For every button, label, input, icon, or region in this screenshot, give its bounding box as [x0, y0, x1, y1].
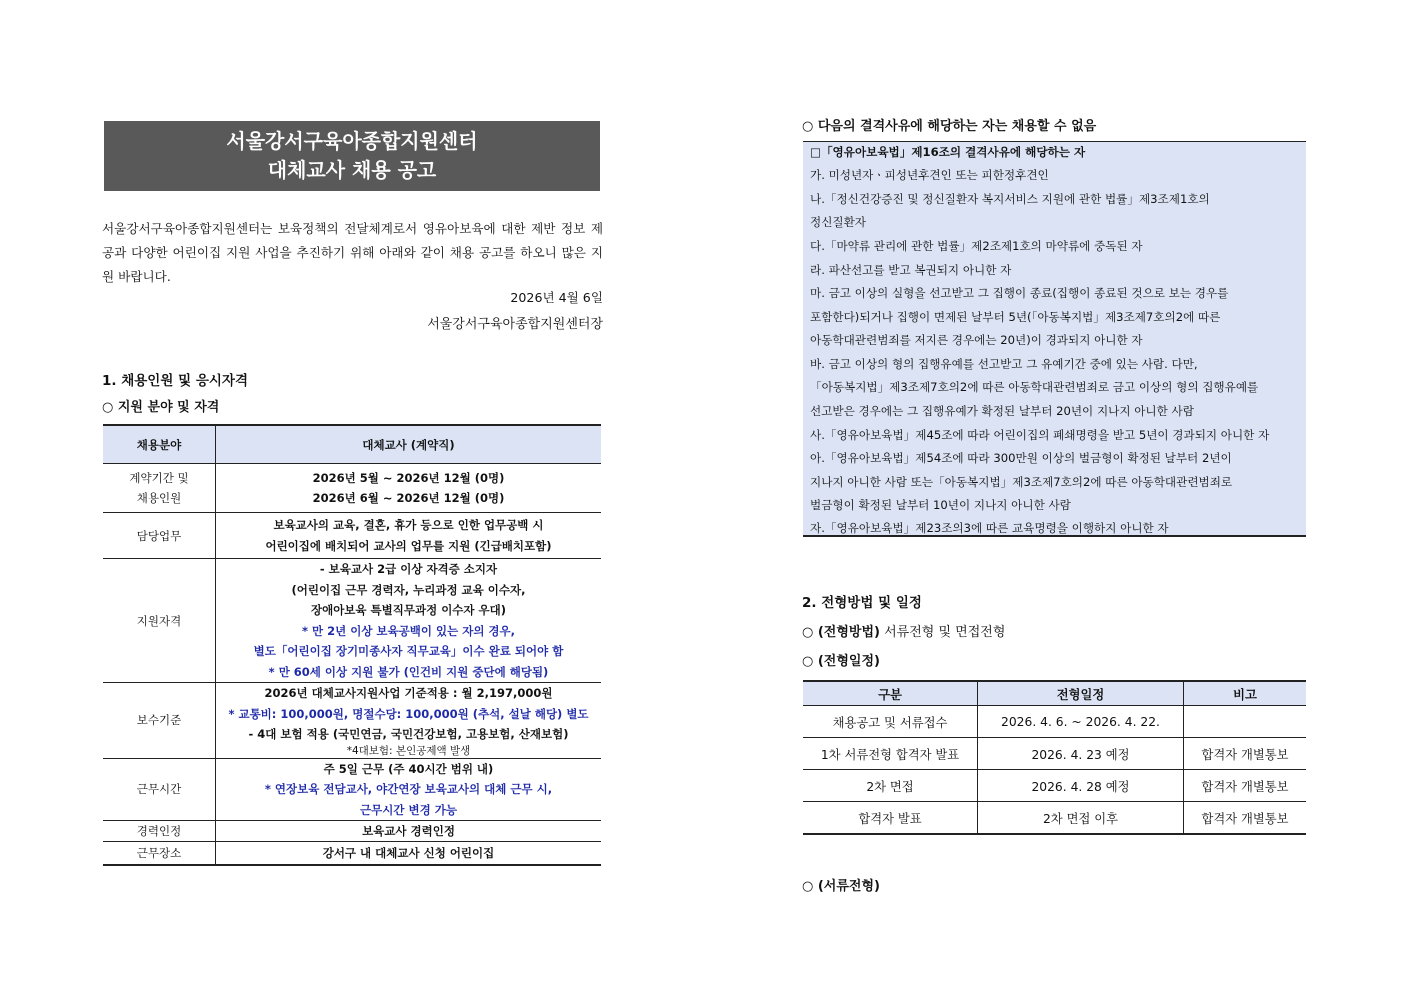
method-line: [802, 621, 1005, 640]
disq-line: □「영유아보육법」제16조의 결격사유에 해당하는 자: [810, 145, 1086, 159]
schedule-label: ○ (전형일정): [802, 654, 880, 669]
disqualification-box: [803, 141, 1306, 537]
intro-paragraph: 서울강서구육아종합지원센터는 보육정책의 전달체계로서 영유아보육에 대한 제반 정보 제공과 다양한 어린이집 지원 사업을 추진하기 위해 아래와 같이 채용 공고를 하오니 많은 지원 바랍니다.: [102, 221, 603, 284]
label-line: 채용인원: [136, 491, 182, 505]
table-header-cell: 구분: [803, 681, 978, 706]
disq-line: 자.「영유아보육법」제23조의3에 따른 교육명령을 이행하지 아니한 자: [810, 521, 1169, 535]
table-cell: 2차 면접 이후: [978, 802, 1184, 835]
value-line-highlight: * 만 60세 이상 지원 불가 (인건비 지원 중단에 해당됨): [268, 664, 549, 679]
table-cell: 합격자 개별통보: [1184, 802, 1307, 835]
disq-line: 아동학대관련범죄를 저지른 경우에는 20년)이 경과되지 아니한 자: [810, 333, 1143, 347]
notice-title-box: [104, 121, 600, 191]
table-cell: 합격자 개별통보: [1184, 770, 1307, 802]
row-value-place: 강서구 내 대체교사 신청 어린이집: [216, 842, 602, 865]
value-line: 2026년 6월 ~ 2026년 12월 (0명): [312, 491, 505, 505]
row-value-qualification: [216, 559, 602, 683]
value-line: - 4대 보험 적용 (국민연금, 국민건강보험, 고용보험, 산재보험): [248, 727, 569, 741]
table-cell: 2차 면접: [803, 770, 978, 802]
table-header-cell: 비고: [1184, 681, 1307, 706]
table-cell: 합격자 발표: [803, 802, 978, 835]
row-value-pay: [216, 683, 602, 759]
value-line-highlight: * 교통비: 100,000원, 명절수당: 100,000원 (추석, 설날 해당) 별도: [228, 706, 589, 721]
table-row: [103, 758, 601, 821]
value-line-highlight: 별도「어린이집 장기미종사자 직무교육」이수 완료 되어야 함: [253, 644, 564, 658]
value-line-highlight: * 연장보육 전담교사, 야간연장 보육교사의 대체 근무 시,: [264, 782, 553, 796]
value-line: (어린이집 근무 경력자, 누리과정 교육 이수자,: [291, 582, 526, 597]
table-header-cell: 대체교사 (계약직): [216, 425, 602, 464]
disqualification-heading: ○ 다음의 결격사유에 해당하는 자는 채용할 수 없음: [802, 119, 1097, 134]
disq-line: 아.「영유아보육법」제54조에 따라 300만원 이상의 벌금형이 확정된 날부터 2년이: [810, 451, 1232, 465]
disq-line: 포함한다)되거나 집행이 면제된 날부터 5년(「아동복지법」제3조제7호의2에 따른: [810, 310, 1221, 324]
row-label-hours: 근무시간: [103, 758, 216, 821]
qualification-table: [103, 424, 601, 866]
table-cell: 합격자 개별통보: [1184, 738, 1307, 770]
value-line: 어린이집에 배치되어 교사의 업무를 지원 (긴급배치포함): [265, 538, 552, 553]
method-text: 서류전형 및 면접전형: [879, 625, 1006, 640]
disq-line: 사.「영유아보육법」제45조에 따라 어린이집의 폐쇄명령을 받고 5년이 경과되지 아니한 자: [810, 428, 1270, 442]
value-line: - 보육교사 2급 이상 자격증 소지자: [319, 562, 498, 576]
notice-title-line2: 대체교사 채용 공고: [267, 158, 437, 182]
table-row: [103, 683, 601, 759]
disq-line: 라. 파산선고를 받고 복권되지 아니한 자: [810, 263, 1012, 277]
disq-line: 「아동복지법」제3조제7호의2에 따른 아동학대관련범죄로 금고 이상의 형의 집행유예를: [810, 380, 1259, 394]
table-cell: 2026. 4. 23 예정: [978, 738, 1184, 770]
table-cell: 2026. 4. 28 예정: [978, 770, 1184, 802]
table-row: [103, 821, 601, 842]
disq-line: 다.「마약류 관리에 관한 법률」제2조제1호의 마약류에 중독된 자: [810, 239, 1143, 253]
table-header-row: [103, 425, 601, 464]
table-header-cell: 전형일정: [978, 681, 1184, 706]
row-value-hours: [216, 758, 602, 821]
label-line: 계약기간 및: [129, 470, 189, 485]
table-row: [803, 738, 1306, 770]
disq-line: 바. 금고 이상의 형의 집행유예를 선고받고 그 유예기간 중에 있는 사람. 다만,: [810, 357, 1198, 371]
row-label-place: 근무장소: [103, 842, 216, 865]
disq-line: 마. 금고 이상의 실형을 선고받고 그 집행이 종료(집행이 종료된 것으로 보는 경우를: [810, 286, 1229, 300]
notice-date: 2026년 4월 6일: [510, 290, 603, 305]
disq-line: 가. 미성년자ㆍ피성년후견인 또는 피한정후견인: [810, 168, 1049, 182]
row-label-duty: 담당업무: [103, 513, 216, 559]
table-header-row: [803, 681, 1306, 706]
row-value-duty: [216, 513, 602, 559]
table-cell: 2026. 4. 6. ~ 2026. 4. 22.: [978, 706, 1184, 738]
section1-subheading: ○ 지원 분야 및 자격: [102, 400, 220, 415]
row-label-career: 경력인정: [103, 821, 216, 842]
section2-heading: 2. 전형방법 및 일정: [802, 595, 922, 611]
table-row: [803, 706, 1306, 738]
value-line: 장애아보육 특별직무과정 이수자 우대): [310, 603, 506, 617]
table-row: [103, 559, 601, 683]
disq-line: 나.「정신건강증진 및 정신질환자 복지서비스 지원에 관한 법률」제3조제1호의: [810, 192, 1210, 206]
table-cell: 채용공고 및 서류접수: [803, 706, 978, 738]
table-row: [103, 464, 601, 513]
table-header-cell: 채용분야: [103, 425, 216, 464]
document-screening-label: ○ (서류전형): [802, 879, 880, 894]
table-row: [803, 802, 1306, 835]
table-row: [803, 770, 1306, 802]
table-row: [103, 842, 601, 865]
row-value-contract: [216, 464, 602, 513]
value-line-highlight: 근무시간 변경 가능: [360, 802, 457, 817]
section1-heading: 1. 채용인원 및 응시자격: [102, 373, 248, 389]
schedule-table: [803, 680, 1306, 835]
value-line-note: *4대보험: 본인공제액 발생: [346, 744, 471, 757]
table-row: [103, 513, 601, 559]
value-line: 2026년 5월 ~ 2026년 12월 (0명): [312, 470, 505, 485]
disq-line: 선고받은 경우에는 그 집행유예가 확정된 날부터 20년이 지나지 아니한 사람: [810, 404, 1194, 418]
value-line: 보육교사의 교육, 결혼, 휴가 등으로 인한 업무공백 시: [273, 518, 544, 532]
row-label-contract: [103, 464, 216, 513]
value-line-highlight: * 만 2년 이상 보육공백이 있는 자의 경우,: [301, 623, 516, 638]
value-line: 주 5일 근무 (주 40시간 범위 내): [323, 761, 494, 776]
row-label-qualification: 지원자격: [103, 559, 216, 683]
table-cell: 1차 서류전형 합격자 발표: [803, 738, 978, 770]
value-line: 2026년 대체교사지원사업 기준적용 : 월 2,197,000원: [264, 686, 553, 700]
disq-line: 정신질환자: [810, 215, 866, 229]
method-label: ○ (전형방법): [802, 625, 880, 640]
row-label-pay: 보수기준: [103, 683, 216, 759]
notice-title-line1: 서울강서구육아종합지원센터: [226, 129, 478, 153]
table-cell: [1184, 706, 1307, 738]
disq-line: 지나지 아니한 사람 또는「아동복지법」제3조제7호의2에 따른 아동학대관련범죄로: [810, 475, 1233, 489]
row-value-career: 보육교사 경력인정: [216, 821, 602, 842]
disq-line: 벌금형이 확정된 날부터 10년이 지나지 아니한 사람: [810, 498, 1071, 512]
notice-issuer: 서울강서구육아종합지원센터장: [427, 317, 603, 332]
